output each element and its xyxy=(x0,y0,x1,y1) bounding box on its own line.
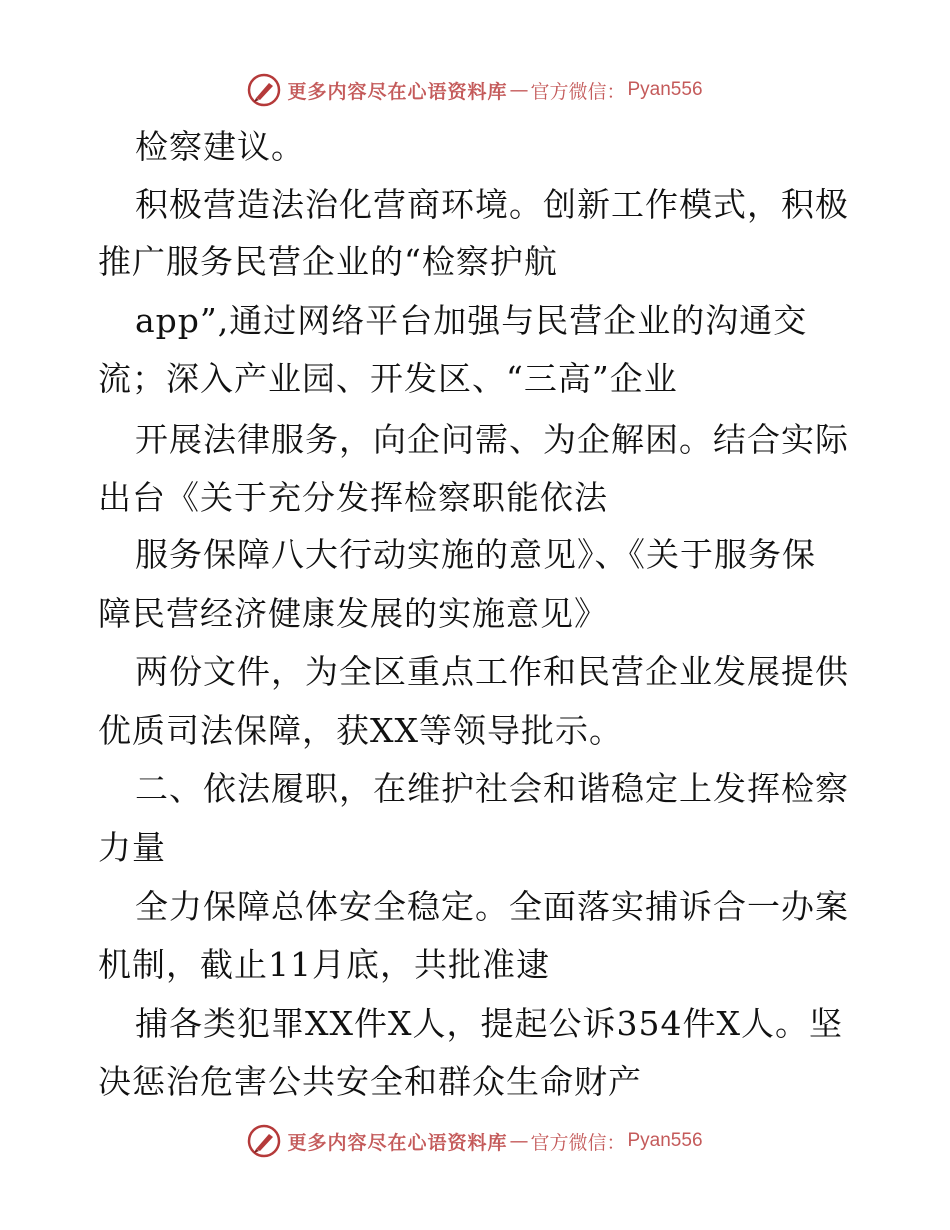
pen-logo-icon xyxy=(247,73,281,107)
watermark-wechat-id: Pyan556 xyxy=(627,79,703,100)
watermark-brand-text: 更多内容尽在心语资料库 xyxy=(287,1131,508,1154)
pen-logo-icon xyxy=(247,1124,281,1158)
body-line: 两份文件，为全区重点工作和民营企业发展提供 xyxy=(135,652,849,691)
body-line: 障民营经济健康发展的实施意见》 xyxy=(98,594,608,633)
watermark-wechat-label: 官方微信： xyxy=(530,80,626,103)
body-line: 积极营造法治化营商环境。创新工作模式，积极 xyxy=(135,185,849,224)
watermark-header xyxy=(0,70,950,110)
section-heading: 二、依法履职，在维护社会和谐稳定上发挥检察 xyxy=(135,769,849,808)
watermark-separator: — xyxy=(509,79,529,101)
body-line: 优质司法保障，获XX等领导批示。 xyxy=(98,711,623,750)
body-line: 全力保障总体安全稳定。全面落实捕诉合一办案 xyxy=(135,887,849,926)
body-line: 开展法律服务，向企问需、为企解困。结合实际 xyxy=(135,420,849,459)
section-heading-continued: 力量 xyxy=(98,828,166,867)
watermark-footer xyxy=(0,1121,950,1161)
body-line: 推广服务民营企业的“检察护航 xyxy=(98,242,558,281)
body-line: 决惩治危害公共安全和群众生命财产 xyxy=(98,1062,642,1101)
body-line: 服务保障八大行动实施的意见》、《关于服务保 xyxy=(135,535,816,574)
watermark-brand-text: 更多内容尽在心语资料库 xyxy=(287,80,508,103)
body-line: 捕各类犯罪XX件X人，提起公诉354件X人。坚 xyxy=(135,1004,843,1043)
body-line: 流；深入产业园、开发区、“三高”企业 xyxy=(98,359,678,398)
body-line: 检察建议。 xyxy=(135,127,305,166)
watermark-wechat-label: 官方微信： xyxy=(530,1131,626,1154)
body-line: 机制，截止11月底，共批准逮 xyxy=(98,945,550,984)
watermark-wechat-id: Pyan556 xyxy=(627,1130,703,1151)
body-line: app”,通过网络平台加强与民营企业的沟通交 xyxy=(135,301,808,340)
watermark-separator: — xyxy=(509,1130,529,1152)
body-line: 出台《关于充分发挥检察职能依法 xyxy=(98,478,608,517)
